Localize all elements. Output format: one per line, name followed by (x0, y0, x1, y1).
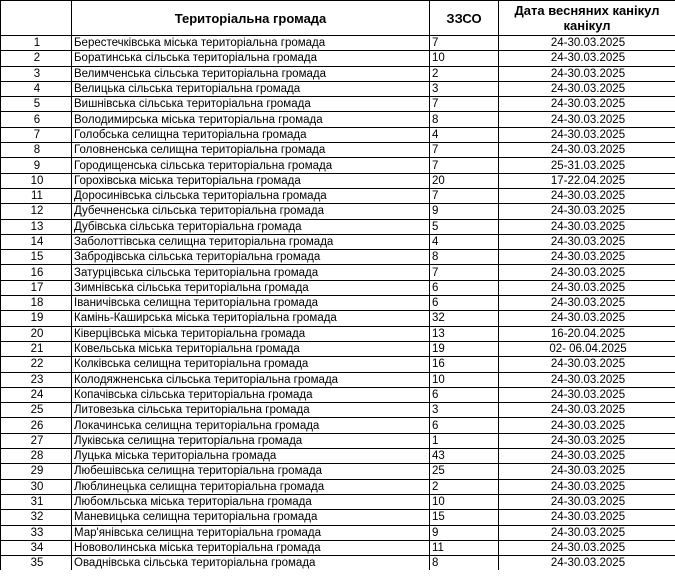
cell-number: 18 (1, 296, 72, 311)
cell-zzso-count: 13 (430, 326, 499, 341)
cell-holiday-dates: 24-30.03.2025 (499, 97, 675, 112)
cell-community-name: Камінь-Каширська міська територіальна громада (72, 311, 430, 326)
cell-number: 6 (1, 112, 72, 127)
cell-holiday-dates: 24-30.03.2025 (499, 464, 675, 479)
cell-community-name: Володимирська міська територіальна громада (72, 112, 430, 127)
table-row (1, 510, 675, 525)
cell-zzso-count: 6 (430, 296, 499, 311)
cell-zzso-count: 3 (430, 81, 499, 96)
cell-holiday-dates: 24-30.03.2025 (499, 250, 675, 265)
table-row (1, 188, 675, 203)
cell-number: 15 (1, 250, 72, 265)
cell-holiday-dates: 24-30.03.2025 (499, 418, 675, 433)
cell-number: 12 (1, 204, 72, 219)
cell-holiday-dates: 24-30.03.2025 (499, 479, 675, 494)
cell-community-name: Оваднівська сільська територіальна громада (72, 556, 430, 571)
cell-zzso-count: 16 (430, 357, 499, 372)
cell-community-name: Колодяжненська сільська територіальна громада (72, 372, 430, 387)
cell-community-name: Любомльська міська територіальна громада (72, 494, 430, 509)
cell-holiday-dates: 24-30.03.2025 (499, 265, 675, 280)
cell-number: 4 (1, 81, 72, 96)
cell-holiday-dates: 24-30.03.2025 (499, 540, 675, 555)
cell-community-name: Локачинська селищна територіальна громада (72, 418, 430, 433)
cell-zzso-count: 9 (430, 525, 499, 540)
cell-zzso-count: 10 (430, 372, 499, 387)
cell-holiday-dates: 24-30.03.2025 (499, 127, 675, 142)
cell-zzso-count: 7 (430, 188, 499, 203)
table-row (1, 112, 675, 127)
header-community: Територіальна громада (72, 1, 430, 36)
cell-zzso-count: 7 (430, 36, 499, 51)
table-row (1, 311, 675, 326)
table-row (1, 540, 675, 555)
table-row (1, 127, 675, 142)
cell-holiday-dates: 24-30.03.2025 (499, 433, 675, 448)
cell-zzso-count: 10 (430, 494, 499, 509)
cell-holiday-dates: 24-30.03.2025 (499, 112, 675, 127)
cell-holiday-dates: 25-31.03.2025 (499, 158, 675, 173)
cell-holiday-dates: 24-30.03.2025 (499, 280, 675, 295)
header-zzso: ЗЗСО (430, 1, 499, 36)
cell-number: 8 (1, 143, 72, 158)
cell-zzso-count: 7 (430, 158, 499, 173)
table-row (1, 357, 675, 372)
cell-number: 17 (1, 280, 72, 295)
table-row (1, 556, 675, 571)
cell-number: 32 (1, 510, 72, 525)
table-row (1, 234, 675, 249)
cell-community-name: Луцька міська територіальна громада (72, 449, 430, 464)
cell-holiday-dates: 24-30.03.2025 (499, 204, 675, 219)
cell-holiday-dates: 24-30.03.2025 (499, 234, 675, 249)
cell-holiday-dates: 24-30.03.2025 (499, 510, 675, 525)
cell-zzso-count: 2 (430, 66, 499, 81)
cell-community-name: Вишнівська сільська територіальна громада (72, 97, 430, 112)
table-row (1, 418, 675, 433)
cell-zzso-count: 19 (430, 341, 499, 356)
cell-community-name: Іваничівська селищна територіальна громада (72, 296, 430, 311)
table-row (1, 525, 675, 540)
cell-holiday-dates: 24-30.03.2025 (499, 556, 675, 571)
cell-community-name: Дубечненська сільська територіальна громада (72, 204, 430, 219)
table-row (1, 403, 675, 418)
cell-zzso-count: 32 (430, 311, 499, 326)
cell-community-name: Боратинська сільська територіальна громада (72, 51, 430, 66)
cell-holiday-dates: 24-30.03.2025 (499, 219, 675, 234)
cell-number: 7 (1, 127, 72, 142)
cell-number: 13 (1, 219, 72, 234)
cell-number: 22 (1, 357, 72, 372)
cell-community-name: Копачівська сільська територіальна громада (72, 387, 430, 402)
table-row (1, 494, 675, 509)
cell-community-name: Любешівська селищна територіальна громада (72, 464, 430, 479)
cell-community-name: Литовезька сільська територіальна громада (72, 403, 430, 418)
cell-zzso-count: 9 (430, 204, 499, 219)
table-row (1, 204, 675, 219)
cell-community-name: Мар'янівська селищна територіальна громада (72, 525, 430, 540)
cell-number: 28 (1, 449, 72, 464)
header-row (1, 1, 675, 36)
cell-holiday-dates: 24-30.03.2025 (499, 449, 675, 464)
table-row (1, 280, 675, 295)
table-row (1, 158, 675, 173)
table-row (1, 51, 675, 66)
cell-zzso-count: 25 (430, 464, 499, 479)
cell-holiday-dates: 24-30.03.2025 (499, 311, 675, 326)
cell-zzso-count: 1 (430, 433, 499, 448)
table-row (1, 433, 675, 448)
cell-number: 29 (1, 464, 72, 479)
table-row (1, 387, 675, 402)
cell-holiday-dates: 24-30.03.2025 (499, 296, 675, 311)
cell-holiday-dates: 24-30.03.2025 (499, 36, 675, 51)
table-row (1, 36, 675, 51)
cell-number: 27 (1, 433, 72, 448)
cell-zzso-count: 4 (430, 127, 499, 142)
cell-holiday-dates: 24-30.03.2025 (499, 81, 675, 96)
cell-community-name: Ківерцівська міська територіальна громада (72, 326, 430, 341)
cell-community-name: Колківська селищна територіальна громада (72, 357, 430, 372)
cell-holiday-dates: 02- 06.04.2025 (499, 341, 675, 356)
table-row (1, 81, 675, 96)
cell-community-name: Горохівська міська територіальна громада (72, 173, 430, 188)
cell-zzso-count: 20 (430, 173, 499, 188)
cell-community-name: Дубівська сільська територіальна громада (72, 219, 430, 234)
cell-number: 9 (1, 158, 72, 173)
cell-holiday-dates: 24-30.03.2025 (499, 525, 675, 540)
table-header (1, 1, 675, 36)
cell-community-name: Головненська селищна територіальна громада (72, 143, 430, 158)
table-row (1, 265, 675, 280)
cell-zzso-count: 6 (430, 418, 499, 433)
cell-number: 24 (1, 387, 72, 402)
cell-community-name: Забродівська сільська територіальна громада (72, 250, 430, 265)
cell-community-name: Луківська селищна територіальна громада (72, 433, 430, 448)
table-row (1, 97, 675, 112)
cell-holiday-dates: 16-20.04.2025 (499, 326, 675, 341)
cell-number: 19 (1, 311, 72, 326)
cell-number: 11 (1, 188, 72, 203)
table-row (1, 250, 675, 265)
cell-number: 23 (1, 372, 72, 387)
table-body (1, 36, 675, 571)
table-row (1, 173, 675, 188)
cell-number: 20 (1, 326, 72, 341)
cell-zzso-count: 7 (430, 265, 499, 280)
table-row (1, 449, 675, 464)
table-row (1, 143, 675, 158)
cell-community-name: Велицька сільська територіальна громада (72, 81, 430, 96)
cell-community-name: Велимченська сільська територіальна громада (72, 66, 430, 81)
cell-number: 25 (1, 403, 72, 418)
cell-zzso-count: 8 (430, 250, 499, 265)
cell-zzso-count: 8 (430, 112, 499, 127)
cell-community-name: Заболоттівська селищна територіальна громада (72, 234, 430, 249)
cell-number: 3 (1, 66, 72, 81)
cell-zzso-count: 43 (430, 449, 499, 464)
cell-number: 35 (1, 556, 72, 571)
cell-community-name: Берестечківська міська територіальна громада (72, 36, 430, 51)
cell-zzso-count: 2 (430, 479, 499, 494)
cell-number: 33 (1, 525, 72, 540)
cell-zzso-count: 11 (430, 540, 499, 555)
table-row (1, 341, 675, 356)
cell-zzso-count: 3 (430, 403, 499, 418)
cell-number: 26 (1, 418, 72, 433)
cell-holiday-dates: 24-30.03.2025 (499, 143, 675, 158)
table-row (1, 479, 675, 494)
cell-zzso-count: 4 (430, 234, 499, 249)
cell-community-name: Люблинецька селищна територіальна громада (72, 479, 430, 494)
cell-holiday-dates: 17-22.04.2025 (499, 173, 675, 188)
cell-zzso-count: 10 (430, 51, 499, 66)
cell-holiday-dates: 24-30.03.2025 (499, 387, 675, 402)
cell-zzso-count: 15 (430, 510, 499, 525)
cell-community-name: Доросинівська сільська територіальна громада (72, 188, 430, 203)
cell-zzso-count: 7 (430, 143, 499, 158)
table-row (1, 219, 675, 234)
table-row (1, 372, 675, 387)
cell-community-name: Нововолинська міська територіальна громада (72, 540, 430, 555)
cell-community-name: Затурцівська сільська територіальна громада (72, 265, 430, 280)
cell-number: 2 (1, 51, 72, 66)
header-holiday-dates: Дата весняних канікул канікул (499, 1, 675, 36)
cell-number: 34 (1, 540, 72, 555)
cell-holiday-dates: 24-30.03.2025 (499, 494, 675, 509)
cell-holiday-dates: 24-30.03.2025 (499, 188, 675, 203)
cell-zzso-count: 8 (430, 556, 499, 571)
cell-community-name: Маневицька селищна територіальна громада (72, 510, 430, 525)
cell-number: 16 (1, 265, 72, 280)
table-row (1, 296, 675, 311)
cell-holiday-dates: 24-30.03.2025 (499, 372, 675, 387)
cell-community-name: Ковельська міська територіальна громада (72, 341, 430, 356)
table-row (1, 66, 675, 81)
cell-community-name: Зимнівська сільська територіальна громада (72, 280, 430, 295)
cell-holiday-dates: 24-30.03.2025 (499, 403, 675, 418)
cell-number: 31 (1, 494, 72, 509)
cell-number: 5 (1, 97, 72, 112)
cell-community-name: Городищенська сільська територіальна громада (72, 158, 430, 173)
cell-number: 10 (1, 173, 72, 188)
cell-zzso-count: 6 (430, 387, 499, 402)
cell-number: 30 (1, 479, 72, 494)
table-row (1, 326, 675, 341)
cell-number: 21 (1, 341, 72, 356)
cell-number: 14 (1, 234, 72, 249)
table-row (1, 464, 675, 479)
cell-number: 1 (1, 36, 72, 51)
cell-holiday-dates: 24-30.03.2025 (499, 357, 675, 372)
cell-zzso-count: 6 (430, 280, 499, 295)
header-number (1, 1, 72, 36)
cell-holiday-dates: 24-30.03.2025 (499, 66, 675, 81)
cell-zzso-count: 5 (430, 219, 499, 234)
cell-holiday-dates: 24-30.03.2025 (499, 51, 675, 66)
cell-community-name: Голобська селищна територіальна громада (72, 127, 430, 142)
cell-zzso-count: 7 (430, 97, 499, 112)
